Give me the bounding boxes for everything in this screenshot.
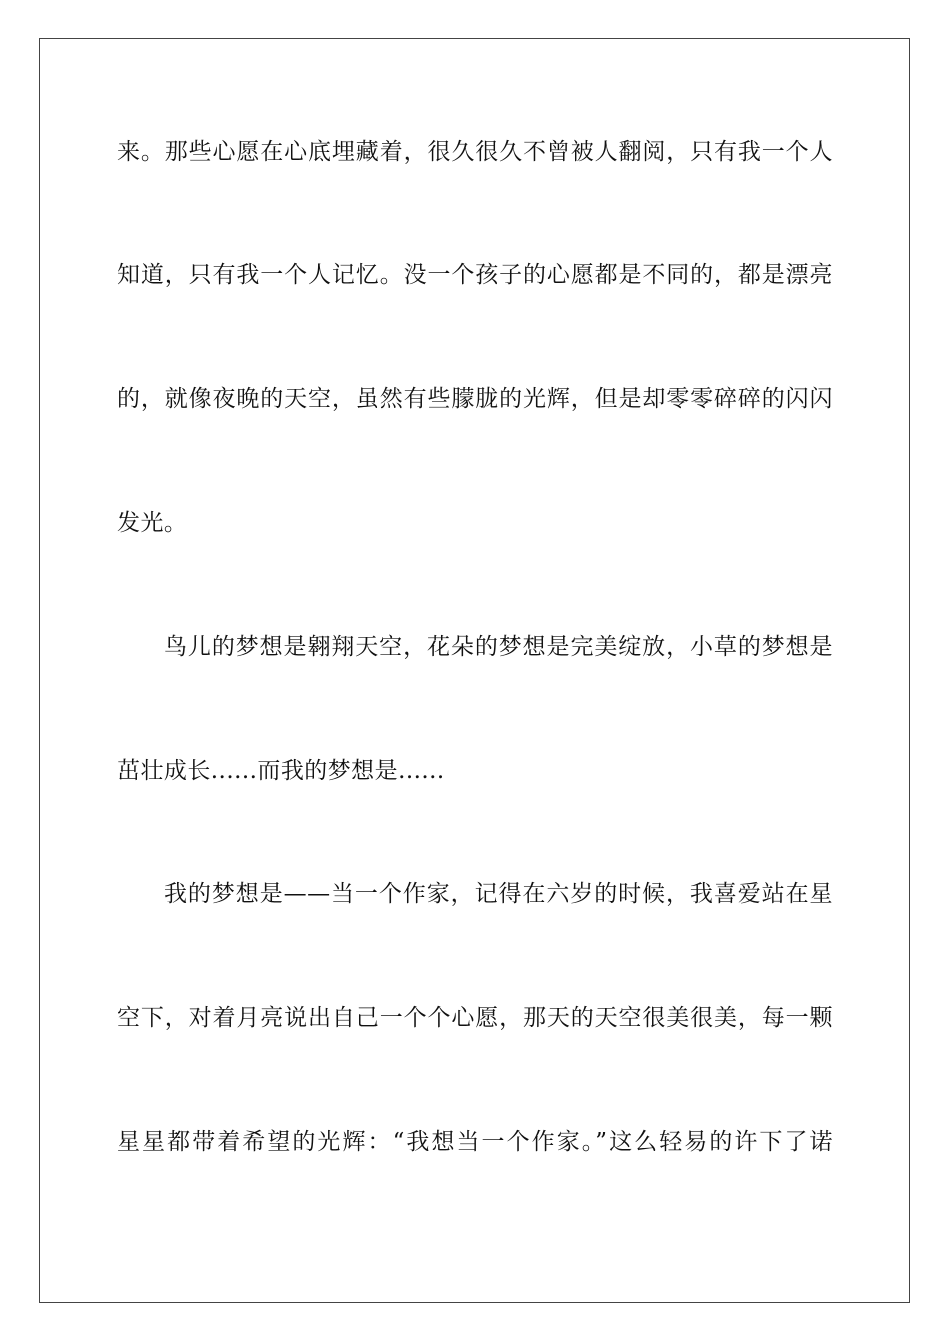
- text-line-1: 来。那些心愿在心底埋藏着，很久很久不曾被人翻阅，只有我一个人: [117, 139, 833, 165]
- text-line-3: 的，就像夜晚的天空，虽然有些朦胧的光辉，但是却零零碎碎的闪闪: [117, 386, 833, 412]
- text-line-8: 空下，对着月亮说出自己一个个心愿，那天的天空很美很美，每一颗: [117, 1005, 833, 1031]
- text-line-2: 知道，只有我一个人记忆。没一个孩子的心愿都是不同的，都是漂亮: [117, 262, 833, 288]
- text-line-9: 星星都带着希望的光辉：“我想当一个作家。”这么轻易的许下了诺: [117, 1129, 833, 1155]
- text-line-6: 茁壮成长......而我的梦想是......: [117, 758, 445, 784]
- page-border: [39, 38, 910, 1303]
- text-line-5: 鸟儿的梦想是翱翔天空，花朵的梦想是完美绽放，小草的梦想是: [164, 634, 833, 660]
- text-line-4: 发光。: [117, 510, 188, 536]
- text-line-7: 我的梦想是——当一个作家，记得在六岁的时候，我喜爱站在星: [164, 881, 833, 907]
